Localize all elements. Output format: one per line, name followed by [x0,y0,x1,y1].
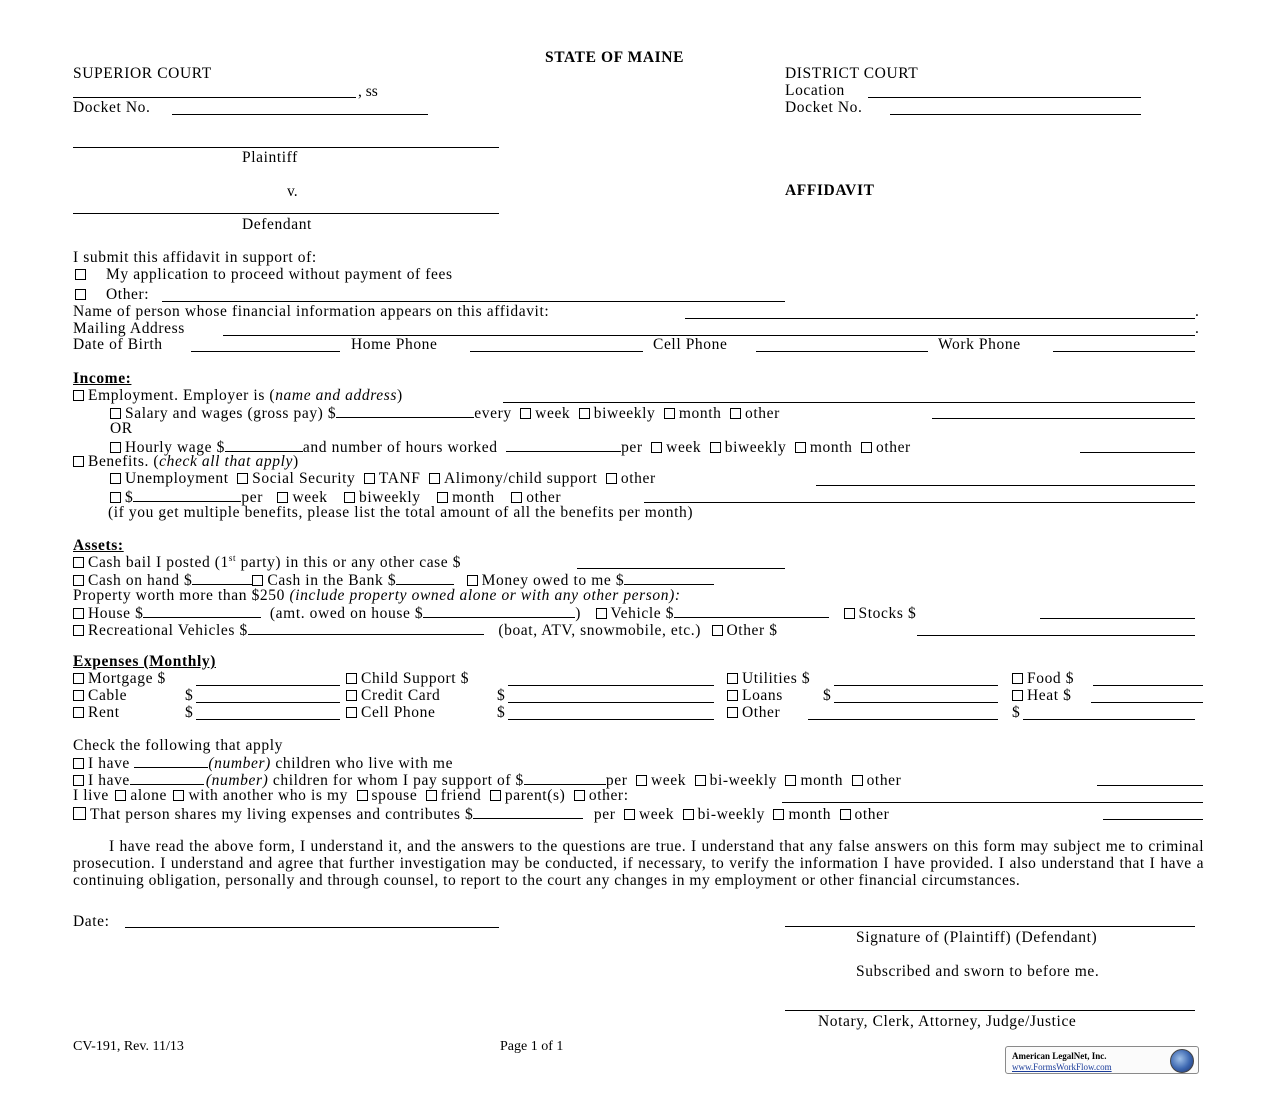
cable-dollar: $ [185,687,193,704]
attestation-paragraph [73,838,1204,889]
expense-other-dollar: $ [1012,704,1020,721]
cell-phone-item: Cell Phone [346,705,435,721]
date-label: Date: [73,913,110,930]
asset-other-line[interactable] [917,635,1195,636]
children-live-checkbox[interactable] [73,758,84,769]
cash-bail-row: Cash bail I posted (1st party) in this or any other case $ [73,554,461,571]
expenses-heading: Expenses (Monthly) [73,653,216,670]
name-period: . [1195,303,1199,320]
heat-checkbox[interactable] [1012,690,1023,701]
or-label: OR [110,420,133,437]
loans-item: Loans [727,688,783,704]
child-support-line[interactable] [508,685,714,686]
sworn-label: Subscribed and sworn to before me. [856,963,1100,980]
shares-other-checkbox[interactable] [840,809,851,820]
support-option-other [75,287,149,303]
employer-line[interactable] [503,402,1195,403]
cable-line[interactable] [196,702,340,703]
dob-line[interactable] [191,351,340,352]
benefit-other-line[interactable] [816,485,1195,486]
benefit-amount-checkbox[interactable] [110,492,121,503]
assets-heading: Assets: [73,537,124,554]
notary-label: Notary, Clerk, Attorney, Judge/Justice [818,1013,1077,1030]
food-checkbox[interactable] [1012,673,1023,684]
ss-label: , ss [358,83,378,100]
utilities-checkbox[interactable] [727,673,738,684]
rent-item: Rent [73,705,120,721]
versus-label: v. [287,183,298,200]
income-heading: Income: [73,370,132,387]
utilities-line[interactable] [834,685,998,686]
name-label: Name of person whose financial information appears on this affidavit: [73,303,550,320]
location-label: Location [785,82,845,99]
credit-card-item: Credit Card [346,688,440,704]
salary-amount[interactable] [336,404,474,418]
child-support-item: Child Support $ [346,671,469,687]
state-title: STATE OF MAINE [545,49,685,66]
cell-phone-dollar: $ [497,704,505,721]
cash-hand-amount[interactable] [192,571,252,585]
money-owed-amount[interactable] [624,571,714,585]
heat-item: Heat $ [1012,688,1071,704]
other-label: Other: [106,286,150,303]
notary-line[interactable] [785,1010,1195,1011]
heat-line[interactable] [1091,702,1203,703]
cash-bail-checkbox[interactable] [73,557,84,568]
defendant-line[interactable] [73,213,499,214]
benefit-amount-row: $ per week biweekly month other [110,488,561,506]
rec-vehicles-amount[interactable] [248,621,484,635]
page-number: Page 1 of 1 [500,1039,564,1054]
hours-worked[interactable] [506,438,621,452]
docket-left-line[interactable] [172,114,428,115]
district-court-label: DISTRICT COURT [785,65,919,82]
rent-checkbox[interactable] [73,707,84,718]
expense-other-item: Other [727,705,780,721]
home-phone-line[interactable] [470,351,643,352]
salary-other-line[interactable] [932,418,1195,419]
money-owed-checkbox[interactable] [467,575,478,586]
fees-label: My application to proceed without payment of fees [106,266,453,283]
logo-company-name: American LegalNet, Inc. [1012,1051,1107,1061]
logo-url[interactable]: www.FormsWorkFlow.com [1012,1062,1112,1072]
support-other-checkbox[interactable] [852,775,863,786]
shares-other-line[interactable] [1103,819,1203,820]
mortgage-line[interactable] [196,685,340,686]
living-other-checkbox[interactable] [574,790,585,801]
children-live-row: I have (number) children who live with me [73,754,453,772]
expense-other-amount-line[interactable] [1023,719,1195,720]
stocks-line[interactable] [1040,618,1195,619]
hourly-month-checkbox[interactable] [795,442,806,453]
shares-row: That person shares my living expenses and contributes $ per week bi-weekly month other [73,805,889,823]
spouse-checkbox[interactable] [357,790,368,801]
children-support-row: I have (number) children for whom I pay support of $ per week bi-weekly month other [73,771,901,789]
benefit-biweekly-checkbox[interactable] [344,492,355,503]
hourly-week-checkbox[interactable] [651,442,662,453]
shares-week-checkbox[interactable] [624,809,635,820]
hourly-biweekly-checkbox[interactable] [710,442,721,453]
home-phone-label: Home Phone [351,336,438,353]
cash-row: Cash on hand $ Cash in the Bank $ Money owed to me $ [73,571,714,589]
cell-phone-line[interactable] [756,351,928,352]
attestation-text: I have read the above form, I understand it, and the answers to the questions are true. I understand that any false answers on this form may subject me to criminal prosecution. I understand and agree that further investigation may be conducted, if necessary, to verify the information I have provided. I also understand that I have a continuing obligation, personally and through counsel, to report to the court any changes in my employment or other financial circumstances. [73,838,1204,889]
work-phone-label: Work Phone [938,336,1021,353]
shares-month-checkbox[interactable] [773,809,784,820]
loans-dollar: $ [823,687,831,704]
credit-card-checkbox[interactable] [346,690,357,701]
vehicle-amount[interactable] [674,604,829,618]
salary-row: Salary and wages (gross pay) $ every week biweekly month other [110,404,780,422]
loans-checkbox[interactable] [727,690,738,701]
rec-vehicles-checkbox[interactable] [73,625,84,636]
benefit-types-row: Unemployment Social Security TANF Alimony/child support other [110,471,656,487]
vehicle-checkbox[interactable] [596,608,607,619]
employment-row: Employment. Employer is (name and address) [73,388,403,404]
credit-card-dollar: $ [497,687,505,704]
house-owed-amount[interactable] [423,604,575,618]
cash-bank-checkbox[interactable] [252,575,263,586]
food-line[interactable] [1093,685,1203,686]
children-live-count[interactable] [134,754,208,768]
docket-left-label: Docket No. [73,99,151,116]
multiple-benefits-note: (if you get multiple benefits, please list the total amount of all the benefits per month) [108,504,694,521]
cable-item: Cable [73,688,127,704]
support-amount[interactable] [524,771,606,785]
hourly-row: Hourly wage $ and number of hours worked per week biweekly month other [110,438,911,456]
signature-label: Signature of (Plaintiff) (Defendant) [856,929,1098,946]
alone-checkbox[interactable] [115,790,126,801]
hourly-other-line[interactable] [1080,452,1195,453]
cell-phone-checkbox[interactable] [346,707,357,718]
living-row: I live alone with another who is my spouse friend parent(s) other: [73,787,629,804]
docket-right-line[interactable] [890,114,1141,115]
location-line[interactable] [868,97,1141,98]
property-note: Property worth more than $250 (include property owned alone or with any other person): [73,587,681,604]
cash-hand-checkbox[interactable] [73,575,84,586]
parents-checkbox[interactable] [490,790,501,801]
stocks-checkbox[interactable] [844,608,855,619]
name-line[interactable] [685,318,1195,319]
hourly-checkbox[interactable] [110,442,121,453]
cable-checkbox[interactable] [73,690,84,701]
globe-icon [1170,1049,1194,1073]
social-security-checkbox[interactable] [237,473,248,484]
hourly-amount[interactable] [225,438,303,452]
salary-biweekly-checkbox[interactable] [579,408,590,419]
cash-bail-line[interactable] [577,568,785,569]
county-line[interactable] [73,97,356,98]
friend-checkbox[interactable] [426,790,437,801]
salary-other-checkbox[interactable] [730,408,741,419]
rec-vehicles-row: Recreational Vehicles $ (boat, ATV, snowmobile, etc.) Other $ [73,621,778,639]
with-another-checkbox[interactable] [173,790,184,801]
living-other-line[interactable] [782,802,1203,803]
salary-checkbox[interactable] [110,408,121,419]
alimony-checkbox[interactable] [429,473,440,484]
cash-bank-amount[interactable] [396,571,454,585]
utilities-item: Utilities $ [727,671,810,687]
shares-amount[interactable] [473,805,583,819]
shares-biweekly-checkbox[interactable] [683,809,694,820]
work-phone-line[interactable] [1053,351,1195,352]
loans-line[interactable] [834,702,998,703]
benefit-amount[interactable] [133,488,241,502]
children-support-count[interactable] [130,771,204,785]
mailing-period: . [1195,320,1199,337]
hourly-other-checkbox[interactable] [861,442,872,453]
plaintiff-line[interactable] [73,147,499,148]
support-month-checkbox[interactable] [785,775,796,786]
household-intro: Check the following that apply [73,737,283,754]
date-line[interactable] [125,927,499,928]
cell-phone-label: Cell Phone [653,336,728,353]
mortgage-item: Mortgage $ [73,671,166,687]
cell-phone-expense-line[interactable] [508,719,714,720]
benefit-freq-other-checkbox[interactable] [511,492,522,503]
benefits-row: Benefits. (check all that apply) [73,454,299,470]
support-biweekly-checkbox[interactable] [695,775,706,786]
rent-line[interactable] [196,719,340,720]
mailing-label: Mailing Address [73,320,185,337]
unemployment-checkbox[interactable] [110,473,121,484]
house-checkbox[interactable] [73,608,84,619]
support-other-line[interactable] [1097,785,1203,786]
children-support-checkbox[interactable] [73,775,84,786]
other-checkbox[interactable] [75,289,86,300]
support-week-checkbox[interactable] [636,775,647,786]
support-intro: I submit this affidavit in support of: [73,249,317,266]
salary-week-checkbox[interactable] [520,408,531,419]
defendant-label: Defendant [242,216,312,233]
house-row: House $ (amt. owed on house $ ) Vehicle $ Stocks $ [73,604,916,622]
plaintiff-label: Plaintiff [242,149,298,166]
support-option-fees [75,267,453,283]
expense-other-checkbox[interactable] [727,707,738,718]
american-legalnet-logo[interactable] [1005,1046,1199,1074]
employment-checkbox[interactable] [73,390,84,401]
benefit-freq-other-line[interactable] [644,502,1195,503]
expense-other-desc-line[interactable] [808,719,998,720]
form-id: CV-191, Rev. 11/13 [73,1039,184,1054]
benefit-week-checkbox[interactable] [277,492,288,503]
benefit-other-checkbox[interactable] [606,473,617,484]
tanf-checkbox[interactable] [364,473,375,484]
fees-checkbox[interactable] [75,269,86,280]
signature-line[interactable] [785,926,1195,927]
superior-court-label: SUPERIOR COURT [73,65,212,82]
salary-month-checkbox[interactable] [664,408,675,419]
other-line[interactable] [162,301,785,302]
benefit-month-checkbox[interactable] [437,492,448,503]
docket-right-label: Docket No. [785,99,863,116]
mortgage-checkbox[interactable] [73,673,84,684]
rent-dollar: $ [185,704,193,721]
house-amount[interactable] [143,604,261,618]
affidavit-title: AFFIDAVIT [785,182,875,199]
credit-card-line[interactable] [508,702,714,703]
benefits-checkbox[interactable] [73,456,84,467]
dob-label: Date of Birth [73,336,163,353]
food-item: Food $ [1012,671,1074,687]
shares-checkbox[interactable] [73,807,86,820]
child-support-checkbox[interactable] [346,673,357,684]
asset-other-checkbox[interactable] [712,625,723,636]
